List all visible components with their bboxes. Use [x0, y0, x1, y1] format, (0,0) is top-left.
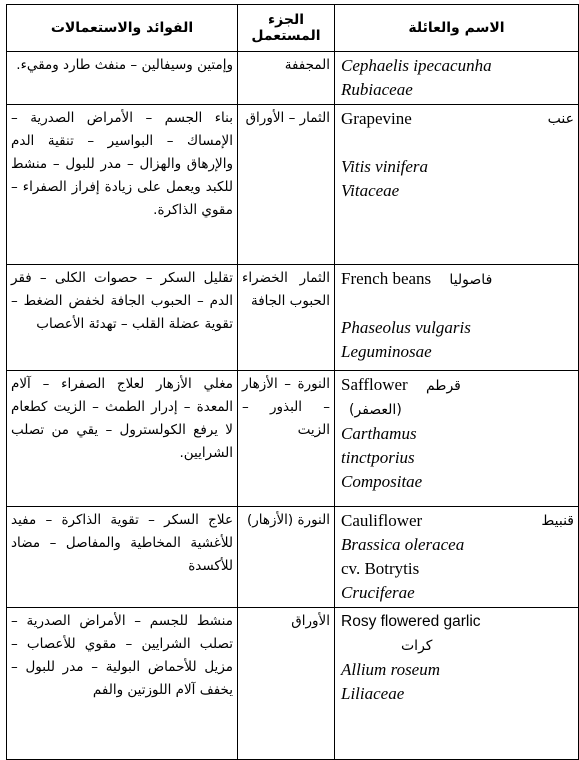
uses-cell: مغلي الأزهار لعلاج الصفراء – آلام المعدة – إدرار الطمث – الزيت كطعام لا يرفع الكولسترول – يقي من تصلب الشرايين.	[7, 371, 238, 507]
common-name-ar: فاصوليا	[449, 272, 493, 288]
table-row	[7, 105, 579, 265]
scientific-name: Carthamus	[341, 424, 417, 443]
family-name: Rubiaceae	[341, 80, 413, 99]
common-name-en: French beans	[341, 269, 432, 288]
part-cell: النورة (الأزهار)	[238, 507, 335, 608]
uses-cell: وإمتين وسيفالين – منفث طارد ومقيء.	[7, 52, 238, 105]
common-name-line	[341, 267, 574, 292]
common-name-en: Grapevine	[341, 109, 412, 128]
common-name-en: Cauliflower	[341, 511, 423, 530]
table-row	[7, 608, 579, 760]
part-cell: الثمار – الأوراق	[238, 105, 335, 265]
cultivar-name: cv. Botrytis	[341, 559, 420, 578]
uses-cell: تقليل السكر – حصوات الكلى – فقر الدم – الحبوب الجافة لخفض الضغط – تقوية عضلة القلب – تهدئة الأعصاب	[7, 265, 238, 371]
scientific-name: Allium roseum	[341, 660, 441, 679]
name-cell	[335, 105, 579, 265]
name-cell	[335, 507, 579, 608]
common-name-ar-alt: (العصفر)	[349, 402, 402, 418]
scientific-name: Phaseolus vulgaris	[341, 318, 471, 337]
uses-cell: علاج السكر – تقوية الذاكرة – مفيد للأغشية المخاطية والمفاصل – مضاد للأكسدة	[7, 507, 238, 608]
common-name-line	[341, 107, 574, 131]
name-cell	[335, 265, 579, 371]
family-name: Liliaceae	[341, 684, 405, 703]
header-row	[7, 5, 579, 52]
family-name: Vitaceae	[341, 181, 400, 200]
name-cell	[335, 371, 579, 507]
common-name-line	[341, 509, 574, 533]
common-name-ar: كرات	[401, 638, 433, 654]
page	[6, 4, 574, 742]
table-row	[7, 371, 579, 507]
scientific-name: Vitis vinifera	[341, 157, 429, 176]
scientific-name: Cephaelis ipecacunha	[341, 56, 492, 75]
uses-cell: منشط للجسم – الأمراض الصدرية – تصلب الشرايين – مقوي للأعصاب – مزيل للأحماض البولية – مدر للبول – يخفف آلام اللوزتين والفم	[7, 608, 238, 760]
name-cell	[335, 608, 579, 760]
common-name-en: Safflower	[341, 375, 408, 394]
common-name-line	[341, 373, 574, 398]
part-cell: الثمار الخضراء الحبوب الجافة	[238, 265, 335, 371]
family-name: Cruciferae	[341, 583, 415, 602]
plants-table	[6, 4, 579, 760]
part-cell: الأوراق	[238, 608, 335, 760]
header-name: الاسم والعائلة	[335, 5, 579, 52]
common-name-ar: عنب	[547, 111, 574, 127]
common-name-ar: قنبيط	[541, 513, 574, 529]
table-row	[7, 52, 579, 105]
name-cell	[335, 52, 579, 105]
scientific-name: Brassica oleracea	[341, 535, 465, 554]
header-uses: الفوائد والاستعمالات	[7, 5, 238, 52]
common-name-ar: قرطم	[425, 378, 461, 394]
table-row	[7, 265, 579, 371]
uses-cell: بناء الجسم – الأمراض الصدرية – الإمساك – البواسير – تنقية الدم والإرهاق والهزال – مدر للبول – منشط للكبد ويعمل على زيادة إفراز الصفراء – مقوي الذاكرة.	[7, 105, 238, 265]
part-cell: المجففة	[238, 52, 335, 105]
table-row	[7, 507, 579, 608]
family-name: Leguminosae	[341, 342, 432, 361]
header-part: الجزء المستعمل	[238, 5, 335, 52]
family-name: Compositae	[341, 472, 423, 491]
common-name-en: Rosy flowered garlic	[341, 613, 481, 630]
scientific-name-2: tinctporius	[341, 448, 415, 467]
part-cell: النورة – الأزهار – البذور – الزيت	[238, 371, 335, 507]
